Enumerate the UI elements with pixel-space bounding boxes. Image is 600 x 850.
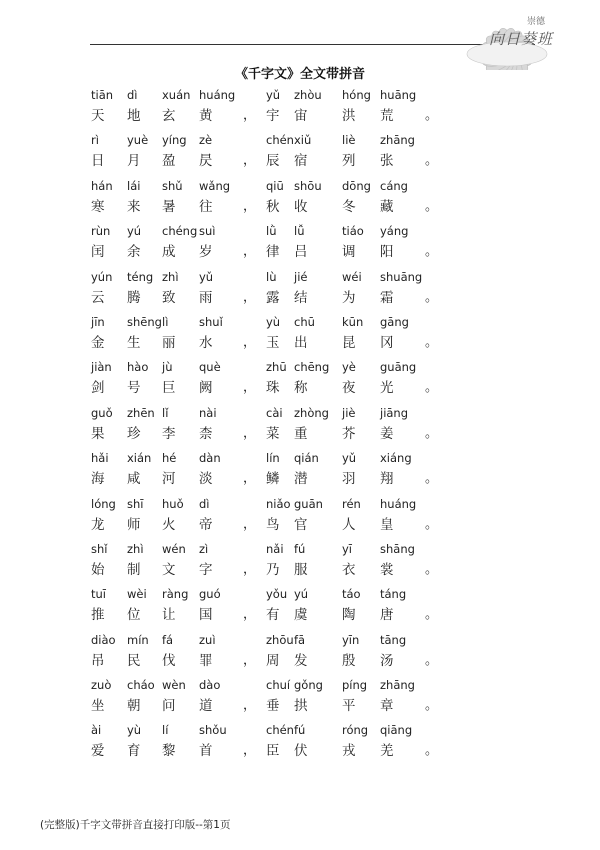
- hanzi: 服: [294, 561, 308, 578]
- pinyin: tiáo: [342, 224, 364, 239]
- pinyin: táo: [342, 587, 361, 602]
- hanzi: 霜: [380, 289, 394, 306]
- hanzi: 号: [127, 380, 141, 397]
- comma: ，: [243, 743, 257, 759]
- pinyin: yù: [127, 723, 142, 738]
- hanzi: 夜: [342, 380, 356, 397]
- pinyin: dōng: [342, 178, 371, 193]
- pinyin: yǔ: [266, 88, 281, 102]
- hanzi: 伏: [294, 743, 308, 760]
- hanzi: 往: [199, 198, 213, 215]
- hanzi: 问: [162, 698, 176, 715]
- hanzi: 收: [294, 198, 308, 215]
- pinyin: wǎng: [199, 178, 231, 193]
- comma: ，: [243, 561, 257, 577]
- pinyin: zhì: [127, 541, 144, 556]
- hanzi: 致: [162, 289, 176, 306]
- pinyin: shuǐ: [199, 314, 223, 329]
- pinyin: dì: [199, 496, 210, 511]
- hanzi: 洪: [342, 108, 356, 124]
- pinyin: nài: [199, 405, 217, 420]
- hanzi: 光: [380, 380, 394, 397]
- pinyin: yī: [342, 541, 353, 556]
- hanzi: 出: [294, 334, 308, 351]
- full-stop: 。: [425, 289, 439, 305]
- hanzi: 章: [380, 698, 394, 715]
- hanzi: 阳: [380, 244, 394, 261]
- hanzi: 律: [266, 244, 280, 261]
- pinyin: jiāng: [380, 405, 409, 420]
- pinyin: guān: [294, 496, 323, 511]
- hanzi: 吊: [91, 652, 105, 669]
- comma: ，: [243, 425, 257, 441]
- hanzi: 海: [91, 471, 105, 488]
- full-stop: 。: [425, 334, 439, 350]
- hanzi: 衣: [342, 561, 356, 578]
- hanzi: 列: [342, 153, 356, 170]
- hanzi: 月: [127, 153, 141, 170]
- hanzi: 罪: [199, 652, 213, 669]
- hanzi: 伐: [162, 652, 176, 669]
- pinyin: ài: [91, 723, 102, 738]
- pinyin: hán: [91, 178, 113, 193]
- full-stop: 。: [425, 698, 439, 714]
- hanzi: 官: [294, 516, 308, 533]
- pinyin: chū: [294, 314, 315, 329]
- pinyin: hào: [127, 360, 149, 375]
- stanza: [91, 678, 551, 723]
- pinyin: zhū: [266, 360, 287, 375]
- pinyin: lù: [266, 269, 277, 284]
- pinyin: hóng: [342, 88, 371, 102]
- pinyin: zhòu: [294, 88, 322, 102]
- pinyin: qiāng: [380, 723, 413, 738]
- hanzi: 冈: [380, 334, 394, 351]
- hanzi: 平: [342, 698, 356, 715]
- pinyin: huáng: [380, 496, 417, 511]
- hanzi: 让: [162, 607, 176, 624]
- pinyin: tuī: [91, 587, 106, 602]
- pinyin: zuò: [91, 678, 112, 693]
- pinyin: nǎi: [266, 541, 284, 556]
- pinyin: zhēn: [127, 405, 155, 420]
- pinyin: cài: [266, 405, 283, 420]
- hanzi: 裳: [380, 561, 394, 578]
- hanzi: 淡: [199, 471, 213, 488]
- hanzi: 周: [266, 652, 280, 669]
- hanzi: 张: [380, 153, 394, 170]
- pinyin: rén: [342, 496, 361, 511]
- pinyin: chén: [266, 723, 294, 738]
- full-stop: 。: [425, 743, 439, 759]
- pinyin: guǒ: [91, 405, 113, 420]
- hanzi: 戎: [342, 743, 356, 760]
- pinyin: guāng: [380, 360, 417, 375]
- hanzi: 腾: [127, 289, 141, 306]
- pinyin: zhāng: [380, 678, 415, 693]
- pinyin: gǒng: [294, 678, 323, 693]
- stanza: [91, 179, 551, 224]
- pinyin: shǐ: [91, 541, 108, 556]
- pinyin: zuì: [199, 632, 216, 647]
- hanzi: 果: [91, 425, 105, 442]
- pinyin: guó: [199, 587, 221, 602]
- hanzi: 柰: [199, 425, 213, 442]
- stanza-list: [91, 88, 551, 769]
- hanzi: 唐: [380, 607, 394, 624]
- hanzi: 国: [199, 607, 213, 624]
- stanza: [91, 587, 551, 632]
- pinyin: suì: [199, 224, 216, 239]
- hanzi: 虞: [294, 607, 308, 624]
- comma: ，: [243, 698, 257, 714]
- hanzi: 咸: [127, 471, 141, 488]
- pinyin: dàn: [199, 451, 221, 466]
- stanza: [91, 270, 551, 315]
- pinyin: shāng: [380, 541, 415, 556]
- pinyin: mín: [127, 632, 149, 647]
- pinyin: píng: [342, 678, 368, 693]
- pinyin: què: [199, 360, 221, 375]
- hanzi: 巨: [162, 380, 176, 397]
- hanzi: 丽: [162, 334, 176, 351]
- pinyin: lǐ: [162, 405, 169, 420]
- pinyin: lóng: [91, 496, 116, 511]
- pinyin: qiū: [266, 178, 284, 193]
- hanzi: 金: [91, 334, 105, 351]
- hanzi: 字: [199, 561, 213, 578]
- pinyin: dào: [199, 678, 221, 693]
- pinyin: jīn: [91, 314, 105, 329]
- pinyin: jiàn: [91, 360, 112, 375]
- hanzi: 乃: [266, 561, 280, 578]
- pinyin: xiáng: [380, 451, 412, 466]
- hanzi: 帝: [199, 516, 213, 533]
- hanzi: 师: [127, 516, 141, 533]
- pinyin: shǔ: [162, 178, 183, 193]
- pinyin: wèn: [162, 678, 186, 693]
- pinyin: tiān: [91, 88, 114, 102]
- full-stop: 。: [425, 516, 439, 532]
- full-stop: 。: [425, 153, 439, 169]
- full-stop: 。: [425, 561, 439, 577]
- hanzi: 来: [127, 198, 141, 215]
- pinyin: tāng: [380, 632, 407, 647]
- hanzi: 珠: [266, 380, 280, 397]
- hanzi: 鸟: [266, 516, 280, 533]
- pinyin: lì: [162, 314, 169, 329]
- comma: ，: [243, 198, 257, 214]
- hanzi: 秋: [266, 198, 280, 215]
- comma: ，: [243, 516, 257, 532]
- hanzi: 阙: [199, 380, 213, 397]
- pinyin: rì: [91, 133, 99, 148]
- pinyin: zè: [199, 133, 213, 148]
- hanzi: 藏: [380, 198, 394, 215]
- pinyin: yīn: [342, 632, 360, 647]
- pinyin: liè: [342, 133, 356, 148]
- hanzi: 臣: [266, 743, 280, 760]
- stanza: [91, 360, 551, 405]
- pinyin: shuāng: [380, 269, 423, 284]
- pinyin: yú: [294, 587, 309, 602]
- hanzi: 闰: [91, 244, 105, 261]
- hanzi: 吕: [294, 244, 308, 261]
- pinyin: lǜ: [266, 224, 277, 239]
- hanzi: 日: [91, 153, 105, 170]
- pinyin: rùn: [91, 224, 111, 239]
- sunflower-logo: [437, 2, 577, 70]
- hanzi: 地: [127, 108, 141, 124]
- hanzi: 羽: [342, 471, 356, 488]
- hanzi: 重: [294, 425, 308, 442]
- hanzi: 位: [127, 607, 141, 624]
- pinyin: yuè: [127, 133, 149, 148]
- pinyin: qián: [294, 451, 319, 466]
- comma: ，: [243, 380, 257, 396]
- hanzi: 盈: [162, 153, 176, 170]
- pinyin: jù: [162, 360, 173, 375]
- stanza: [91, 542, 551, 587]
- hanzi: 余: [127, 244, 141, 261]
- pinyin: wén: [162, 541, 186, 556]
- full-stop: 。: [425, 108, 439, 123]
- hanzi: 生: [127, 334, 141, 351]
- pinyin: lí: [162, 723, 169, 738]
- page-footer: (完整版)千字文带拼音直接打印版--第1页: [40, 819, 231, 831]
- comma: ，: [243, 244, 257, 260]
- pinyin: zhāng: [380, 133, 415, 148]
- hanzi: 翔: [380, 471, 394, 488]
- pinyin: kūn: [342, 314, 364, 329]
- pinyin: táng: [380, 587, 407, 602]
- pinyin: shī: [127, 496, 144, 511]
- full-stop: 。: [425, 244, 439, 260]
- pinyin: xiǔ: [294, 133, 312, 148]
- hanzi: 汤: [380, 652, 394, 669]
- pinyin: yíng: [162, 133, 187, 148]
- pinyin: yè: [342, 360, 356, 375]
- stanza: [91, 451, 551, 496]
- pinyin: niǎo: [266, 496, 291, 511]
- hanzi: 宇: [266, 108, 280, 124]
- comma: ，: [243, 471, 257, 487]
- pinyin: cháo: [127, 678, 155, 693]
- pinyin: shēng: [127, 314, 162, 329]
- pinyin: zhōu: [266, 632, 294, 647]
- comma: ，: [243, 652, 257, 668]
- pinyin: yáng: [380, 224, 409, 239]
- stanza: [91, 406, 551, 451]
- comma: ，: [243, 289, 257, 305]
- pinyin: chuí: [266, 678, 291, 693]
- hanzi: 珍: [127, 425, 141, 442]
- pinyin: fú: [294, 541, 306, 556]
- hanzi: 陶: [342, 607, 356, 624]
- logo-small-text: 崇德: [527, 17, 546, 27]
- full-stop: 。: [425, 652, 439, 668]
- hanzi: 制: [127, 561, 141, 578]
- pinyin: zì: [199, 541, 209, 556]
- hanzi: 发: [294, 652, 308, 669]
- hanzi: 结: [294, 289, 308, 306]
- pinyin: shǒu: [199, 723, 227, 738]
- pinyin: zhì: [162, 269, 179, 284]
- comma: ，: [243, 334, 257, 350]
- comma: ，: [243, 153, 257, 169]
- hanzi: 育: [127, 743, 141, 760]
- hanzi: 有: [266, 607, 280, 624]
- hanzi: 火: [162, 516, 176, 533]
- pinyin: dì: [127, 88, 138, 102]
- pinyin: huǒ: [162, 496, 184, 511]
- hanzi: 称: [294, 380, 308, 397]
- pinyin: lǚ: [294, 224, 305, 239]
- hanzi: 昃: [199, 153, 213, 170]
- hanzi: 荒: [380, 108, 394, 124]
- hanzi: 昆: [342, 334, 356, 351]
- full-stop: 。: [425, 425, 439, 441]
- pinyin: yù: [266, 314, 281, 329]
- pinyin: fā: [294, 632, 306, 647]
- pinyin: chéng: [162, 224, 198, 239]
- logo-text: 向日葵班: [489, 30, 554, 48]
- hanzi: 玉: [266, 334, 280, 351]
- stanza: [91, 315, 551, 360]
- hanzi: 鳞: [266, 471, 280, 488]
- hanzi: 调: [342, 244, 356, 261]
- pinyin: huáng: [199, 88, 236, 102]
- pinyin: chén: [266, 133, 294, 148]
- pinyin: shōu: [294, 178, 322, 193]
- hanzi: 垂: [266, 698, 280, 715]
- hanzi: 河: [162, 471, 176, 488]
- pinyin: cáng: [380, 178, 408, 193]
- hanzi: 羌: [380, 743, 394, 760]
- hanzi: 民: [127, 652, 141, 669]
- hanzi: 水: [199, 334, 213, 351]
- hanzi: 道: [199, 698, 213, 715]
- pinyin: lái: [127, 178, 141, 193]
- hanzi: 黎: [162, 743, 176, 760]
- pinyin: yǒu: [266, 587, 288, 602]
- hanzi: 皇: [380, 516, 394, 533]
- hanzi: 成: [162, 244, 176, 261]
- hanzi: 姜: [380, 425, 394, 442]
- pinyin: hǎi: [91, 451, 109, 466]
- pinyin: jié: [294, 269, 308, 284]
- pinyin: yún: [91, 269, 113, 284]
- pinyin: wéi: [342, 269, 362, 284]
- pinyin: róng: [342, 723, 369, 738]
- hanzi: 辰: [266, 153, 280, 170]
- hanzi: 黄: [199, 108, 213, 124]
- hanzi: 剑: [91, 380, 105, 397]
- hanzi: 龙: [91, 516, 105, 533]
- hanzi: 芥: [342, 425, 356, 442]
- comma: ，: [243, 607, 257, 623]
- pinyin: zhòng: [294, 405, 329, 420]
- hanzi: 殷: [342, 652, 356, 669]
- pinyin: yǔ: [199, 269, 214, 284]
- pinyin: xuán: [162, 88, 191, 102]
- stanza: [91, 497, 551, 542]
- hanzi: 推: [91, 607, 105, 624]
- hanzi: 人: [342, 516, 356, 533]
- hanzi: 坐: [91, 698, 105, 715]
- hanzi: 露: [266, 289, 280, 306]
- stanza: [91, 723, 551, 768]
- hanzi: 宙: [294, 108, 308, 124]
- stanza: [91, 633, 551, 678]
- pinyin: fú: [294, 723, 306, 738]
- pinyin: yǔ: [342, 451, 357, 466]
- full-stop: 。: [425, 198, 439, 214]
- hanzi: 首: [199, 743, 213, 760]
- full-stop: 。: [425, 380, 439, 396]
- full-stop: 。: [425, 471, 439, 487]
- hanzi: 爱: [91, 743, 105, 760]
- hanzi: 为: [342, 289, 356, 306]
- page-title: 《千字文》全文带拼音: [234, 67, 365, 82]
- stanza: [91, 224, 551, 269]
- pinyin: téng: [127, 269, 154, 284]
- full-stop: 。: [425, 607, 439, 623]
- hanzi: 始: [91, 561, 105, 578]
- pinyin: gāng: [380, 314, 409, 329]
- hanzi: 宿: [294, 153, 308, 170]
- pinyin: yú: [127, 224, 142, 239]
- comma: ，: [243, 108, 257, 123]
- pinyin: diào: [91, 632, 116, 647]
- stanza: [91, 88, 551, 133]
- pinyin: jiè: [342, 405, 356, 420]
- pinyin: chēng: [294, 360, 330, 375]
- hanzi: 岁: [199, 244, 213, 261]
- pinyin: fá: [162, 632, 174, 647]
- hanzi: 雨: [199, 289, 213, 306]
- hanzi: 李: [162, 425, 176, 442]
- pinyin: ràng: [162, 587, 189, 602]
- pinyin: lín: [266, 451, 280, 466]
- hanzi: 冬: [342, 198, 356, 215]
- pinyin: xián: [127, 451, 152, 466]
- hanzi: 暑: [162, 198, 176, 215]
- hanzi: 拱: [294, 698, 308, 715]
- hanzi: 云: [91, 289, 105, 306]
- hanzi: 朝: [127, 698, 141, 715]
- hanzi: 菜: [266, 425, 280, 442]
- stanza: [91, 133, 551, 178]
- hanzi: 潜: [294, 471, 308, 488]
- hanzi: 寒: [91, 198, 105, 215]
- pinyin: wèi: [127, 587, 147, 602]
- pinyin: hé: [162, 451, 177, 466]
- pinyin: huāng: [380, 88, 417, 102]
- hanzi: 文: [162, 561, 176, 578]
- hanzi: 天: [91, 108, 105, 124]
- hanzi: 玄: [162, 108, 176, 124]
